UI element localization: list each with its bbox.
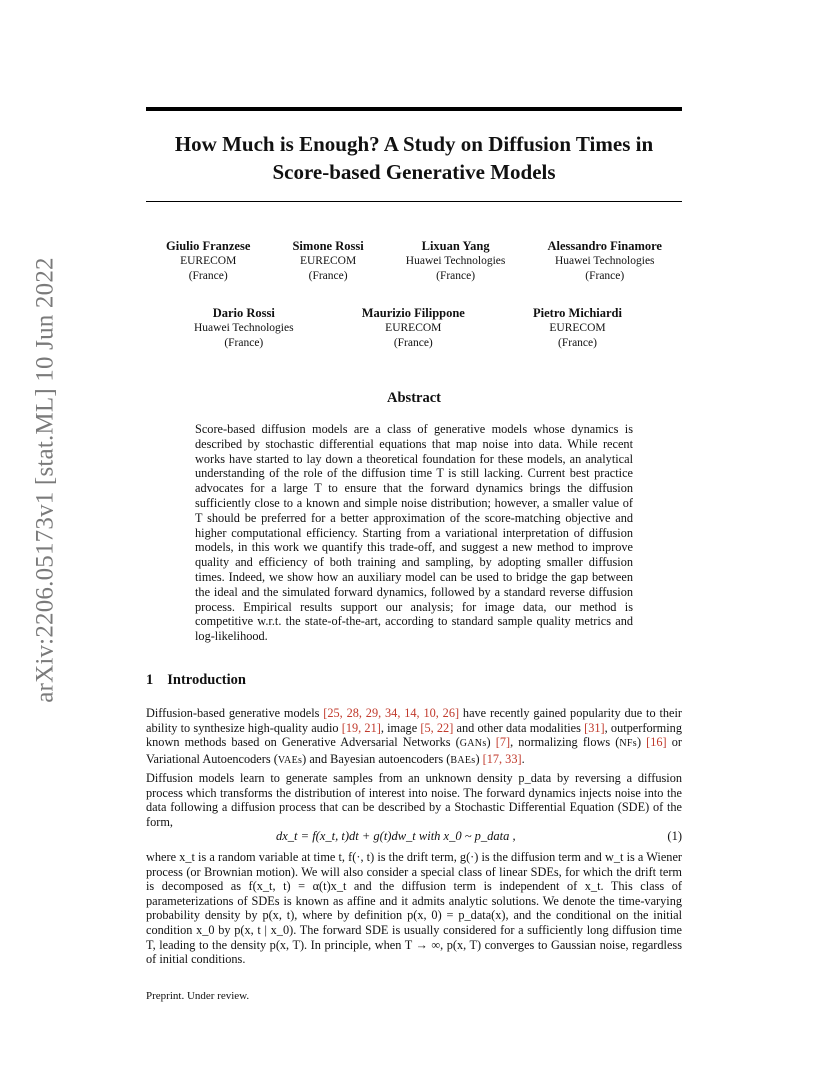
text-run: ) xyxy=(475,751,483,766)
author-affiliation: Huawei Technologies xyxy=(405,255,506,267)
text-run: , outperforming known methods based on Generative Adversarial Networks ( xyxy=(146,720,682,750)
text-run: have recently gained popularity due to their ability to synthesize high-quality audio xyxy=(146,706,682,735)
citation-link[interactable]: [16] xyxy=(646,735,667,750)
abstract-heading: Abstract xyxy=(387,390,441,406)
author-affiliation: Huawei Technologies xyxy=(194,322,294,334)
author-affiliation: Huawei Technologies xyxy=(554,255,655,267)
acronym: NFs xyxy=(619,738,637,750)
author-country: (France) xyxy=(188,270,228,282)
author-block xyxy=(166,239,250,284)
author-affiliation: EURECOM xyxy=(385,322,442,334)
author-name: Dario Rossi xyxy=(212,306,275,320)
text-run: ) and Bayesian autoencoders ( xyxy=(302,751,451,766)
preprint-footer: Preprint. Under review. xyxy=(146,990,250,1002)
paper-title: How Much is Enough? A Study on Diffusion Times in Score-based Generative Models xyxy=(174,132,654,184)
authors-row-1 xyxy=(146,239,682,284)
author-country: (France) xyxy=(224,337,264,349)
author-country: (France) xyxy=(585,270,625,282)
author-affiliation: EURECOM xyxy=(299,255,357,267)
author-country: (France) xyxy=(393,337,433,349)
text-run: ) xyxy=(486,735,496,750)
author-block xyxy=(292,239,363,284)
author-country: (France) xyxy=(558,337,597,349)
author-name: Simone Rossi xyxy=(292,239,364,253)
citation-link[interactable]: [17, 33] xyxy=(482,751,522,766)
section-title: Introduction xyxy=(167,672,246,688)
equation-number: (1) xyxy=(667,829,682,843)
text-run: , normalizing flows ( xyxy=(510,735,620,750)
author-name: Maurizio Filippone xyxy=(361,306,465,320)
intro-paragraph-1 xyxy=(146,706,682,768)
title-top-rule xyxy=(146,107,682,111)
authors-row-2 xyxy=(146,306,682,351)
citation-link[interactable]: [25, 28, 29, 34, 14, 10, 26] xyxy=(323,706,460,720)
acronym: BAEs xyxy=(450,754,476,766)
citation-link[interactable]: [5, 22] xyxy=(420,720,454,735)
equation-body: dx_t = f(x_t, t)dt + g(t)dw_t with x_0 ~ p_data , xyxy=(276,829,516,843)
intro-paragraph-2: Diffusion models learn to generate samples from an unknown density p_data by reversing a diffusion process which transforms the distribution of interest into noise. The forward dynamics injects noise into the data following a diffusion process that can be described by a Stochastic Differential Equation (SDE) of the form, xyxy=(146,771,682,829)
author-block xyxy=(362,306,465,351)
text-run: ) xyxy=(636,735,647,750)
author-block xyxy=(548,239,662,284)
citation-link[interactable]: [19, 21] xyxy=(341,720,381,735)
text-run: or Variational Autoencoders ( xyxy=(146,735,683,766)
author-country: (France) xyxy=(308,270,348,282)
text-run: , image xyxy=(380,720,421,735)
text-run: Diffusion-based generative models xyxy=(146,706,324,720)
acronym: VAEs xyxy=(277,754,303,766)
author-name: Lixuan Yang xyxy=(421,239,490,253)
author-affiliation: EURECOM xyxy=(180,255,237,267)
text-run: . xyxy=(521,751,525,766)
arxiv-stamp xyxy=(28,257,64,703)
author-block xyxy=(194,306,294,351)
equation-1 xyxy=(146,829,682,845)
author-name: Alessandro Finamore xyxy=(547,239,662,253)
author-name: Giulio Franzese xyxy=(166,239,251,253)
text-run: and other data modalities xyxy=(453,720,585,735)
section-heading xyxy=(146,672,246,689)
author-country: (France) xyxy=(436,270,476,282)
citation-link[interactable]: [7] xyxy=(495,735,511,750)
arxiv-identifier: arXiv:2206.05173v1 [stat.ML] 10 Jun 2022 xyxy=(32,257,59,703)
intro-paragraph-3: where x_t is a random variable at time t, f(·, t) is the drift term, g(·) is the diffusion term and w_t is a Wiener process (or Brownian motion). We will also consider a special class of linear SDEs, for which the drift term is decomposed as f(x_t, t) = α(t)x_t and the diffusion term is independent of x_t. This class of parameterizations of SDEs is known as affine and it admits analytic solutions. We denote the time-varying probability density by p(x, t), where by definition p(x, 0) = p_data(x), and the conditional on the initial condition x_0 by p(x, t | x_0). The forward SDE is usually considered for a sufficiently long diffusion time T, leading to the density p(x, T). In principle, when T → ∞, p(x, T) converges to Gaussian noise, regardless of initial conditions. xyxy=(146,850,682,967)
author-block xyxy=(406,239,506,284)
abstract-text: Score-based diffusion models are a class of generative models whose dynamics is described by stochastic differential equations that map noise into data. While recent works have started to lay down a theoretical foundation for these models, an analytical understanding of the role of the diffusion time T is still lacking. Current best practice advocates for a large T to ensure that the forward dynamics brings the diffusion sufficiently close to a known and simple noise distribution; however, a smaller value of T should be preferred for a better approximation of the score-matching objective and higher computational efficiency. Starting from a variational interpretation of diffusion models, in this work we quantify this trade-off, and suggest a new method to improve quality and efficiency of both training and sampling, by adopting smaller diffusion times. Indeed, we show how an auxiliary model can be used to bridge the gap between the ideal and the simulated forward dynamics, followed by a standard reverse diffusion process. Empirical results support our analysis; for image data, our method is competitive w.r.t. the state-of-the-art, according to standard sample quality metrics and log-likelihood. xyxy=(195,422,633,644)
title-bottom-rule xyxy=(146,201,682,202)
author-name: Pietro Michiardi xyxy=(533,306,622,320)
author-block xyxy=(533,306,622,351)
acronym: GANs xyxy=(459,738,487,750)
section-number: 1 xyxy=(146,672,154,688)
citation-link[interactable]: [31] xyxy=(584,720,605,735)
author-affiliation: EURECOM xyxy=(549,322,606,334)
